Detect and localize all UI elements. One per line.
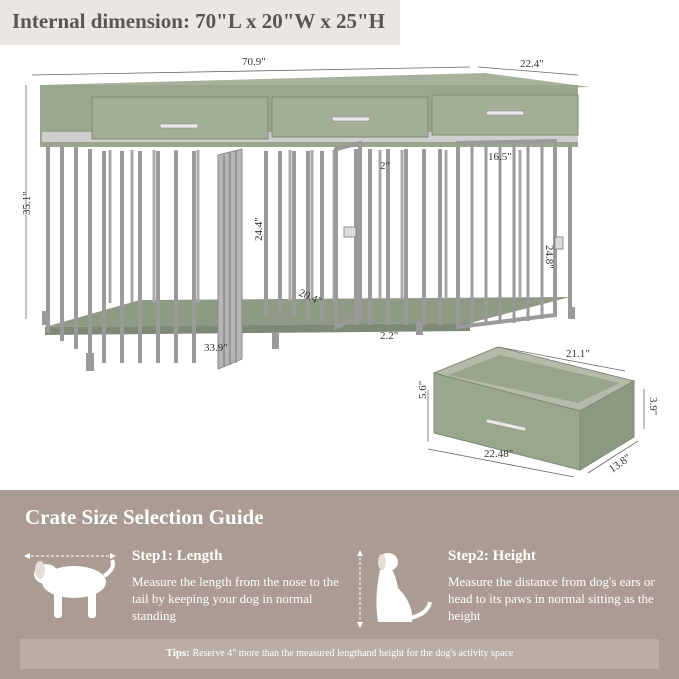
dim-drawer-length: 22.48"	[484, 448, 514, 460]
step1-title: Step1: Length	[132, 548, 223, 564]
dim-depth: 22.4"	[520, 58, 544, 70]
left-door	[218, 149, 242, 369]
dim-door-gap: 2"	[380, 160, 390, 172]
tips-text	[20, 647, 659, 659]
tips-label: Tips:	[165, 647, 190, 659]
internal-dimension-text: Internal dimension: 70"L x 20"W x 25"H	[12, 9, 385, 33]
dim-leg-height: 2.2"	[380, 330, 399, 342]
tips-bar	[20, 639, 659, 669]
dim-drawer-side-height: 3.9"	[647, 397, 659, 416]
dim-door-width: 16.5"	[488, 151, 512, 163]
guide-title: Crate Size Selection Guide	[25, 505, 264, 529]
dim-floor-width: 33.9"	[204, 342, 228, 354]
tips-message: Reserve 4" more than the measured lengthand height for the dog's activity space	[189, 648, 514, 659]
dim-door-height-left: 24.4"	[253, 217, 265, 241]
dim-drawer-front-height: 5.6"	[417, 380, 429, 399]
dim-length: 70.9"	[242, 56, 266, 68]
drawer-illustration	[434, 347, 634, 470]
dim-drawer-width: 21.1"	[566, 348, 590, 360]
dim-drawer-depth: 13.8"	[606, 452, 634, 476]
step2-body: Measure the distance from dog's ears or head to its paws in normal sitting as the height	[448, 574, 655, 623]
size-guide-panel	[0, 490, 679, 679]
dog-height-icon	[352, 548, 436, 632]
dog-length-icon	[22, 548, 118, 628]
drawer-fronts	[92, 95, 578, 139]
step1-body: Measure the length from the nose to the tail by keeping your dog in normal standing	[132, 574, 339, 623]
dimension-banner	[0, 0, 400, 45]
dim-height: 35.1"	[21, 191, 33, 215]
product-illustration	[0, 45, 679, 490]
dim-divider-depth: 20.4"	[296, 286, 324, 308]
dim-door-height-right: 24.8"	[543, 245, 555, 269]
step2-title: Step2: Height	[448, 548, 536, 564]
